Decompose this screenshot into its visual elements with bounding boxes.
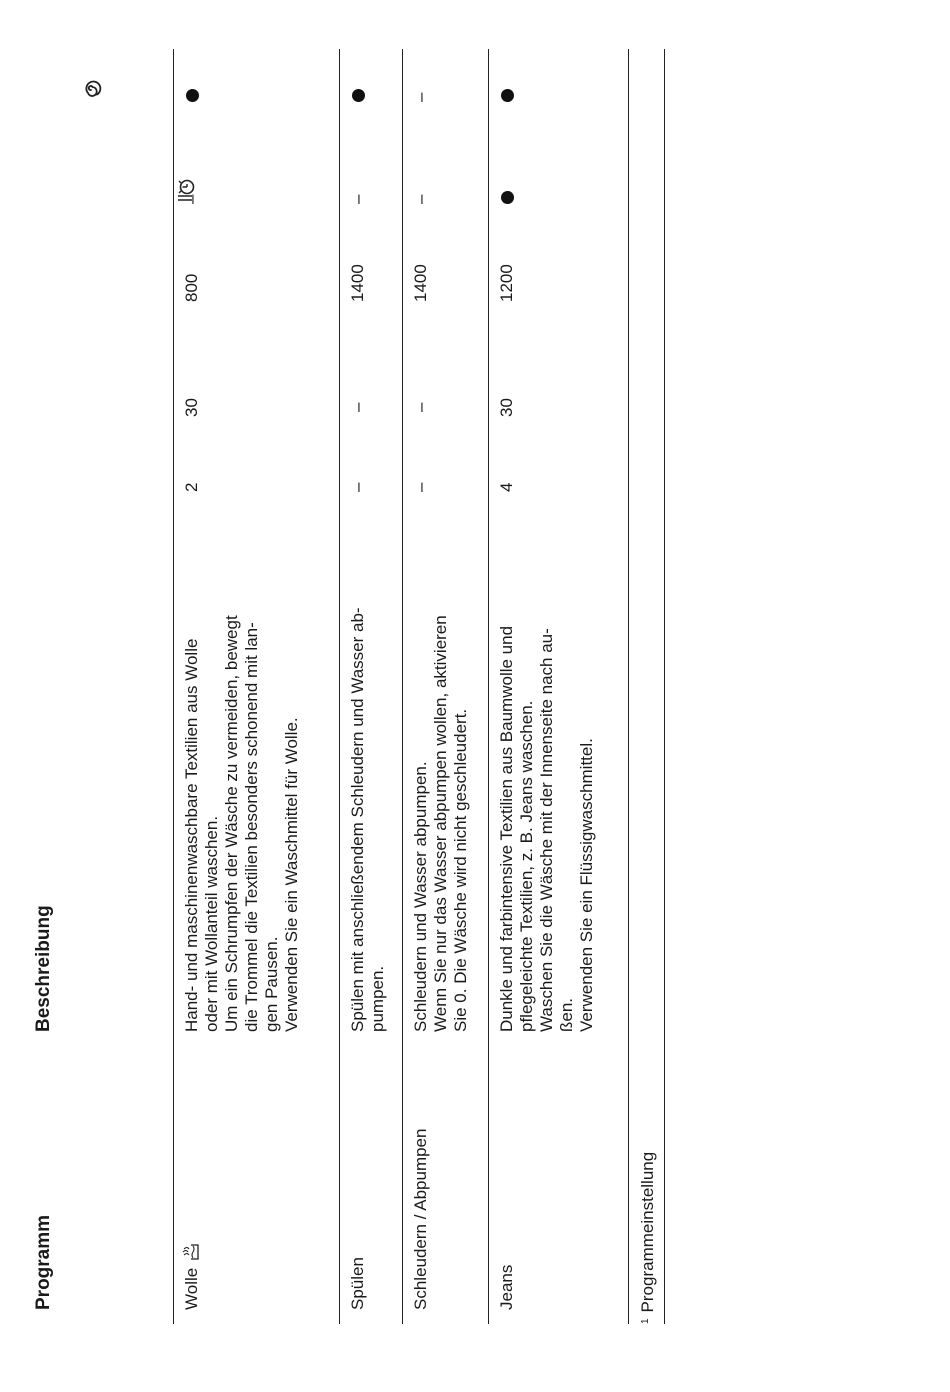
- timer-value: –: [348, 194, 367, 204]
- description-line: gen Pausen.: [262, 936, 281, 1032]
- description-line: pflegeleichte Textilien, z. B. Jeans waschen.: [517, 700, 536, 1032]
- description-line: oder mit Wollanteil waschen.: [202, 815, 221, 1032]
- footnote: [638, 1152, 658, 1324]
- description-line: Spülen mit anschließendem Schleudern und Wasser ab-: [348, 607, 367, 1032]
- temperature-value: 30: [497, 398, 516, 417]
- extra-available-dot: [352, 89, 365, 102]
- description-line: Um ein Schrumpfen der Wäsche zu vermeiden, bewegt: [222, 615, 241, 1032]
- footnote-text: Programmeinstellung: [638, 1151, 657, 1313]
- program-name-spuelen: Spülen: [348, 1257, 367, 1310]
- handwash-icon: [182, 1243, 200, 1261]
- temperature-value: 30: [182, 398, 201, 417]
- timer-available-dot: [501, 191, 514, 204]
- description-schleudern: [411, 615, 471, 1032]
- description-line: ßen.: [557, 997, 576, 1032]
- description-spuelen: [348, 607, 388, 1032]
- description-line: Waschen Sie die Wäsche mit der Innenseite nach au-: [537, 628, 556, 1032]
- divider: [628, 49, 629, 1324]
- extra-available-dot: [186, 89, 199, 102]
- divider: [339, 49, 340, 1324]
- description-wolle: [182, 615, 302, 1032]
- description-line: Schleudern und Wasser abpumpen.: [411, 761, 430, 1032]
- load-value: 4: [497, 482, 516, 492]
- extra-available-dot: [501, 89, 514, 102]
- footnote-marker: 1: [640, 1318, 651, 1324]
- divider: [488, 49, 489, 1324]
- description-line: Verwenden Sie ein Waschmittel für Wolle.: [282, 717, 301, 1032]
- temperature-value: –: [348, 402, 367, 412]
- divider: [402, 49, 403, 1324]
- timer-value: –: [411, 194, 430, 204]
- extra-value: –: [411, 92, 430, 102]
- timer-value: –: [182, 194, 201, 204]
- spin-value: 1400: [411, 264, 430, 302]
- spin-value: 1400: [348, 264, 367, 302]
- spin-value: 800: [182, 273, 201, 302]
- program-name-jeans: Jeans: [497, 1264, 516, 1310]
- column-header-program: Programm: [33, 1214, 54, 1310]
- column-header-description: Beschreibung: [33, 905, 54, 1032]
- program-label: Wolle: [182, 1267, 201, 1310]
- spiral-icon: [80, 78, 102, 100]
- spin-value: 1200: [497, 264, 516, 302]
- description-line: pumpen.: [368, 965, 387, 1032]
- load-value: 2: [182, 482, 201, 492]
- description-line: Wenn Sie nur das Wasser abpumpen wollen, aktivieren: [431, 615, 450, 1032]
- description-line: die Trommel die Textilien besonders schonend mit lan-: [242, 622, 261, 1032]
- description-line: Verwenden Sie ein Flüssigwaschmittel.: [577, 738, 596, 1032]
- program-name-wolle: [182, 1243, 202, 1310]
- description-jeans: [497, 626, 597, 1032]
- load-value: –: [411, 482, 430, 492]
- divider: [173, 49, 174, 1324]
- program-name-schleudern: Schleudern / Abpumpen: [411, 1128, 430, 1310]
- load-value: –: [348, 482, 367, 492]
- description-line: Dunkle und farbintensive Textilien aus Baumwolle und: [497, 625, 516, 1032]
- description-line: Sie 0. Die Wäsche wird nicht geschleudert.: [451, 708, 470, 1032]
- temperature-value: –: [411, 402, 430, 412]
- divider: [664, 49, 665, 1324]
- description-line: Hand- und maschinenwaschbare Textilien aus Wolle: [182, 638, 201, 1032]
